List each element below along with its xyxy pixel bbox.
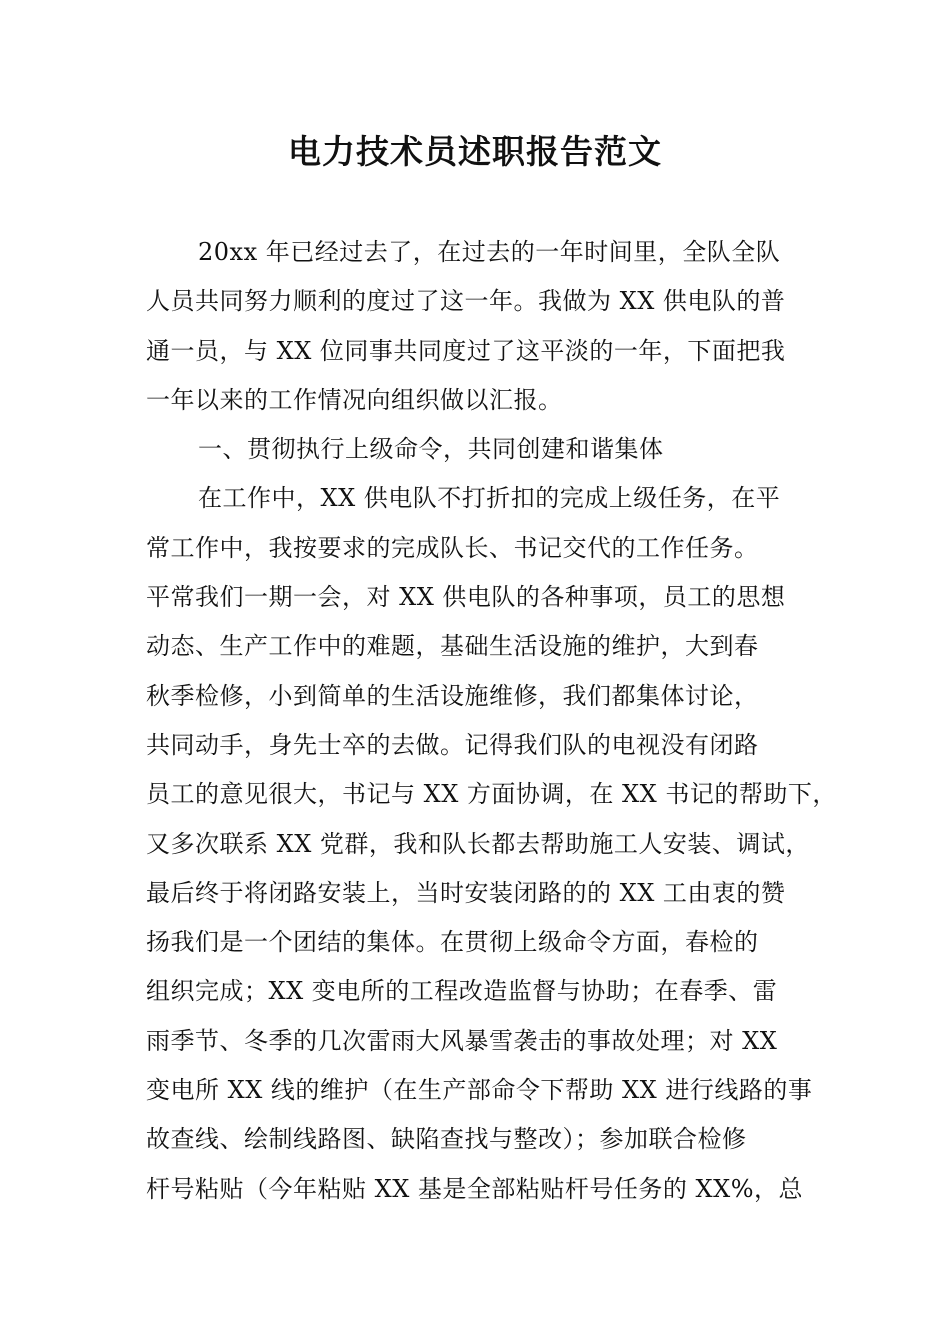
body-line: 人员共同努力顺利的度过了这一年。我做为 XX 供电队的普 [146, 287, 786, 316]
body-line: 最后终于将闭路安装上，当时安装闭路的的 XX 工由衷的赞 [146, 878, 786, 907]
body-line: 平常我们一期一会，对 XX 供电队的各种事项，员工的思想 [146, 583, 786, 612]
body-line: 员工的意见很大，书记与 XX 方面协调，在 XX 书记的帮助下， [146, 780, 837, 809]
body-line: 变电所 XX 线的维护（在生产部命令下帮助 XX 进行线路的事 [146, 1076, 813, 1105]
body-line: 扬我们是一个团结的集体。在贯彻上级命令方面，春检的 [146, 928, 759, 957]
body-line: 在工作中，XX 供电队不打折扣的完成上级任务，在平 [198, 484, 781, 513]
body-line: 通一员，与 XX 位同事共同度过了这平淡的一年，下面把我 [146, 336, 786, 365]
body-line: 雨季节、冬季的几次雷雨大风暴雪袭击的事故处理；对 XX [146, 1026, 778, 1055]
body-line: 组织完成；XX 变电所的工程改造监督与协助；在春季、雷 [146, 977, 778, 1006]
body-line: 故查线、绘制线路图、缺陷查找与整改）；参加联合检修 [146, 1125, 747, 1154]
document-title: 电力技术员述职报告范文 [288, 132, 662, 171]
body-line: 动态、生产工作中的难题，基础生活设施的维护，大到春 [146, 632, 759, 661]
body-line: 常工作中，我按要求的完成队长、书记交代的工作任务。 [146, 533, 759, 562]
body-line: 共同动手，身先士卒的去做。记得我们队的电视没有闭路 [146, 730, 759, 759]
document-body [146, 228, 837, 1214]
body-line: 又多次联系 XX 党群，我和队长都去帮助施工人安装、调试， [146, 829, 810, 858]
body-line: 一年以来的工作情况向组织做以汇报。 [146, 385, 563, 414]
body-line: 一、贯彻执行上级命令，共同创建和谐集体 [198, 435, 664, 464]
body-line: 20xx 年已经过去了，在过去的一年时间里，全队全队 [198, 238, 781, 266]
body-line: 秋季检修，小到简单的生活设施维修，我们都集体讨论， [146, 681, 759, 710]
body-line: 杆号粘贴（今年粘贴 XX 基是全部粘贴杆号任务的 XX%，总 [146, 1174, 804, 1203]
